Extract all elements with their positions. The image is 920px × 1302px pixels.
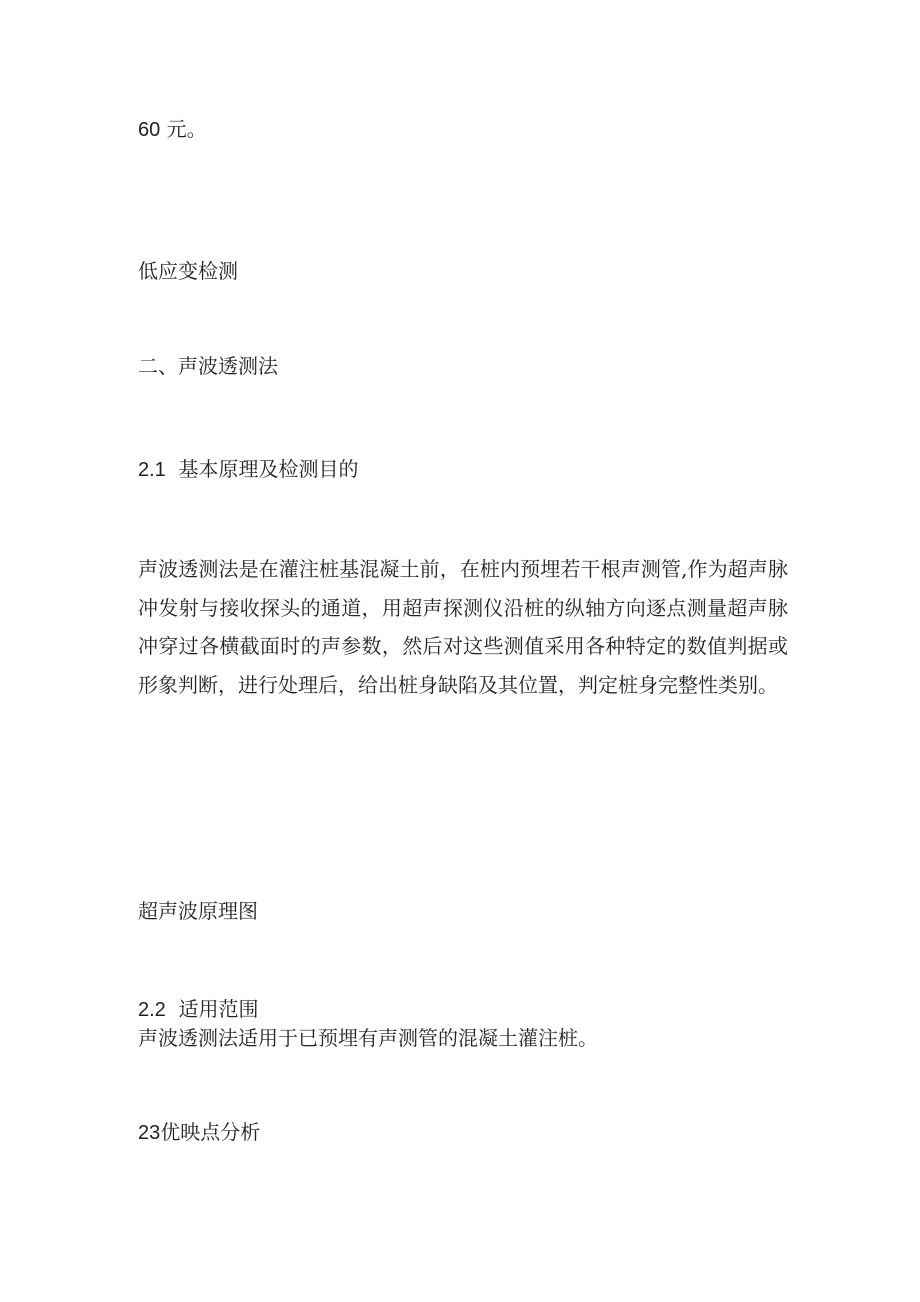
subsection-heading-2-2 — [138, 997, 259, 1022]
price-line — [138, 117, 207, 142]
subsection-heading-2-3 — [138, 1120, 260, 1145]
price-number: 60 — [138, 119, 161, 141]
section-heading-acoustic-method: 二、声波透测法 — [138, 354, 278, 378]
subsection-title: 适用范围 — [178, 997, 259, 1021]
subsection-title: 优映点分析 — [160, 1120, 261, 1144]
subsection-number: 2.2 — [138, 999, 166, 1021]
subsection-title: 基本原理及检测目的 — [178, 457, 359, 481]
heading-low-strain: 低应变检测 — [138, 259, 238, 283]
subsection-number: 23 — [138, 1122, 161, 1144]
price-unit-text: 元。 — [166, 117, 207, 141]
scope-paragraph: 声波透测法适用于已预埋有声测管的混凝土灌注桩。 — [138, 1026, 598, 1050]
subsection-heading-2-1 — [138, 457, 359, 482]
figure-caption-ultrasonic: 超声波原理图 — [138, 899, 258, 923]
subsection-number: 2.1 — [138, 459, 166, 481]
principle-paragraph: 声波透测法是在灌注桩基混凝土前，在桩内预埋若干根声测管,作为超声脉冲发射与接收探头的通道，用超声探测仪沿桩的纵轴方向逐点测量超声脉冲穿过各横截面时的声参数，然后对这些测值采用各种特定的数值判据或形象判断，进行处理后，给出桩身缺陷及其位置，判定桩身完整性类别。 — [138, 557, 788, 697]
